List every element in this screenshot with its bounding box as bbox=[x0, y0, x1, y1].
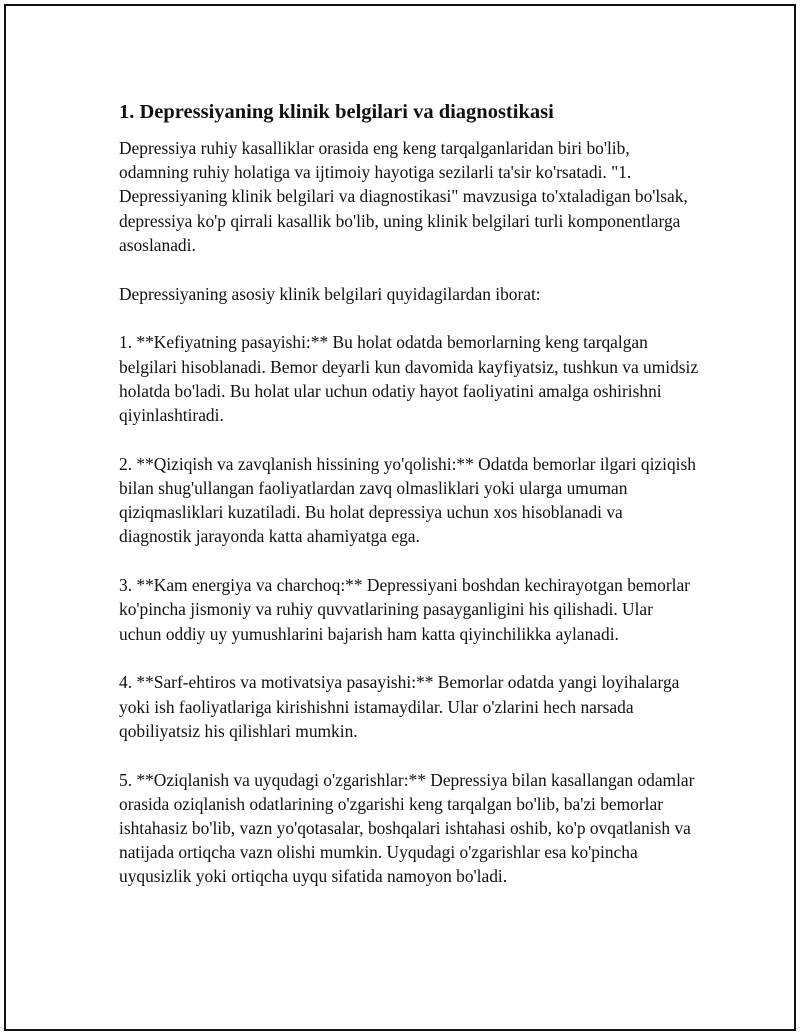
document-body bbox=[119, 98, 699, 913]
list-item-motivation: 4. **Sarf-ehtiros va motivatsiya pasayishi:** Bemorlar odatda yangi loyihalarga yoki ish faoliyatlariga kirishishni istamaydilar. Ular o'zlarini hech narsada qobiliyatsiz his qilishlari mumkin. bbox=[119, 672, 680, 741]
list-intro-paragraph: Depressiyaning asosiy klinik belgilari quyidagilardan iborat: bbox=[119, 283, 541, 304]
section-heading: 1. Depressiyaning klinik belgilari va diagnostikasi bbox=[119, 101, 554, 123]
list-item-mood: 1. **Kefiyatning pasayishi:** Bu holat odatda bemorlarning keng tarqalgan belgilari hisoblanadi. Bemor deyarli kun davomida kayfiyatsiz, tushkun va umidsiz holatda bo'ladi. Bu holat ular uchun odatiy hayot faoliyatini amalga oshirishni qiyinlashtiradi. bbox=[119, 332, 699, 426]
intro-paragraph: Depressiya ruhiy kasalliklar orasida eng keng tarqalganlaridan biri bo'lib, odamning ruhiy holatiga va ijtimoiy hayotiga sezilarli ta'sir ko'rsatadi. "1. Depressiyaning klinik belgilari va diagnostikasi" mavzusiga to'xtaladigan bo'lsak, depressiya ko'p qirrali kasallik bo'lib, uning klinik belgilari turli komponentlarga asoslanadi. bbox=[119, 138, 688, 255]
list-item-energy: 3. **Kam energiya va charchoq:** Depressiyani boshdan kechirayotgan bemorlar ko'pincha jismoniy va ruhiy quvvatlarining pasayganligini his qilishadi. Ular uchun oddiy uy yumushlarini bajarish ham katta qiyinchilikka aylanadi. bbox=[119, 575, 690, 644]
list-item-appetite-sleep: 5. **Oziqlanish va uyqudagi o'zgarishlar:** Depressiya bilan kasallangan odamlar orasida oziqlanish odatlarining o'zgarishi keng tarqalgan bo'lib, ba'zi bemorlar ishtahasiz bo'lib, vazn yo'qotasalar, boshqalari ishtahasi oshib, ko'p ovqatlanish va natijada ortiqcha vazn olishi mumkin. Uyqudagi o'zgarishlar esa ko'pincha uyqusizlik yoki ortiqcha uyqu sifatida namoyon bo'ladi. bbox=[119, 769, 695, 887]
page-frame bbox=[4, 4, 796, 1031]
list-item-interest: 2. **Qiziqish va zavqlanish hissining yo'qolishi:** Odatda bemorlar ilgari qiziqish bilan shug'ullangan faoliyatlardan zavq olmasliklari yoki ularga umuman qiziqmasliklari kuzatiladi. Bu holat depressiya uchun xos hisoblanadi va diagnostik jarayonda katta ahamiyatga ega. bbox=[119, 453, 696, 547]
